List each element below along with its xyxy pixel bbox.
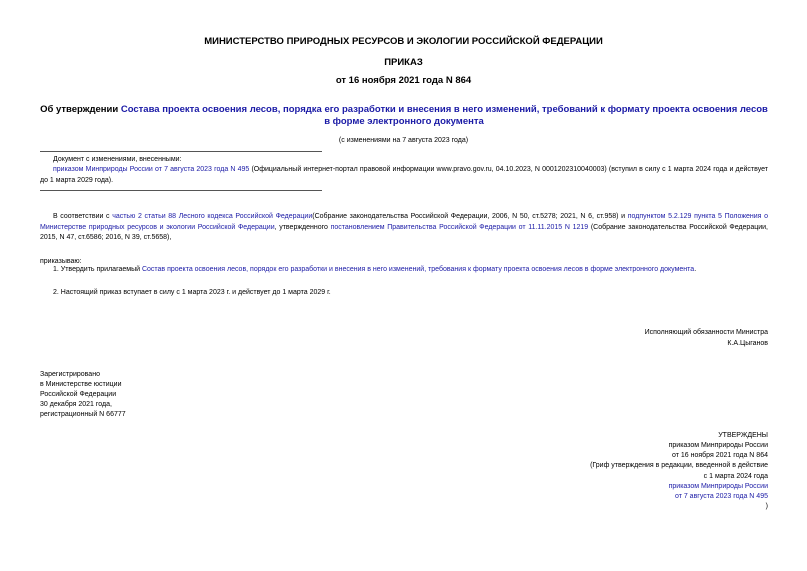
item1-prefix: 1. Утвердить прилагаемый [53,266,142,273]
registration-line-5: регистрационный N 66777 [40,411,126,418]
registration-line-2: в Министерстве юстиции [40,381,122,388]
changes-text [40,165,768,186]
registration-line-3: Российской Федерации [40,391,117,398]
registration-line-4: 30 декабря 2021 года, [40,401,112,408]
preamble-text-1: В соответствии с [53,213,113,220]
preamble-paragraph [40,212,768,244]
order-item-1 [53,265,768,276]
preamble-link-forest-code[interactable]: частью 2 статьи 88 Лесного кодекса Российской Федерации [112,213,313,220]
order-item-2: 2. Настоящий приказ вступает в силу с 1 марта 2023 г. и действует до 1 марта 2029 г. [53,289,331,296]
item1-link[interactable]: Состав проекта освоения лесов, порядок его разработки и внесения в него изменений, требования к формату проекта освоения лесов в форме электронного документа [141,266,695,273]
approval-line-2: приказом Минприроды России [668,442,768,449]
doc-type-heading: ПРИКАЗ [384,57,423,68]
approval-link-date[interactable]: от 7 августа 2023 года N 495 [674,493,768,500]
preamble-text-2: (Собрание законодательства Российской Федерации, 2006, N 50, ст.5278; 2021, N 6, ст.958) и [312,213,628,220]
approval-line-3: от 16 ноября 2021 года N 864 [672,452,768,459]
changes-top-divider [40,151,322,152]
approval-link-order[interactable]: приказом Минприроды России [668,483,768,490]
item1-suffix: . [694,266,697,273]
approval-line-1: УТВЕРЖДЕНЫ [718,432,768,439]
signature-name: К.А.Цыганов [727,340,768,347]
approval-line-5: с 1 марта 2024 года [703,473,768,480]
preamble-text-3: , утвержденного [274,223,331,231]
registration-line-1: Зарегистрировано [40,371,100,378]
title-link[interactable]: Состава проекта освоения лесов, порядка его разработки и внесения в него изменений, требований к формату проекта освоения лесов в форме электронного документа [120,104,768,127]
changes-bottom-divider [40,190,322,191]
preamble-text-4: (Собрание законодательства Российской Федерации, 2015, N 47, ст.6586; 2016, N 39, ст.5658), [40,223,768,241]
preamble-link-decree[interactable]: постановлением Правительства Российской Федерации от 11.11.2015 N 1219 [330,223,589,231]
ministry-heading: МИНИСТЕРСТВО ПРИРОДНЫХ РЕСУРСОВ И ЭКОЛОГИИ РОССИЙСКОЙ ФЕДЕРАЦИИ [204,36,603,47]
date-number-heading: от 16 ноября 2021 года N 864 [335,75,472,86]
preamble-link-regulation[interactable]: подпунктом 5.2.129 пункта 5 Положения о Министерстве природных ресурсов и экологии Российской Федерации [40,213,769,231]
approval-line-close: ) [765,503,768,510]
amended-note: (с изменениями на 7 августа 2023 года) [338,137,469,144]
changes-rest: (Официальный интернет-портал правовой информации www.pravo.gov.ru, 04.10.2023, N 0001202310040003) (вступил в силу с 1 марта 2024 года и действует до 1 марта 2029 года). [40,166,768,184]
document-title [40,104,768,128]
order-word: приказываю: [40,258,82,265]
title-prefix: Об утверждении [40,104,121,115]
changes-link[interactable]: приказом Минприроды России от 7 августа 2023 года N 495 [53,166,250,173]
approval-line-4: (Гриф утверждения в редакции, введенной в действие [590,462,768,469]
signature-position: Исполняющий обязанности Министра [644,329,768,336]
changes-heading: Документ с изменениями, внесенными: [53,156,182,163]
